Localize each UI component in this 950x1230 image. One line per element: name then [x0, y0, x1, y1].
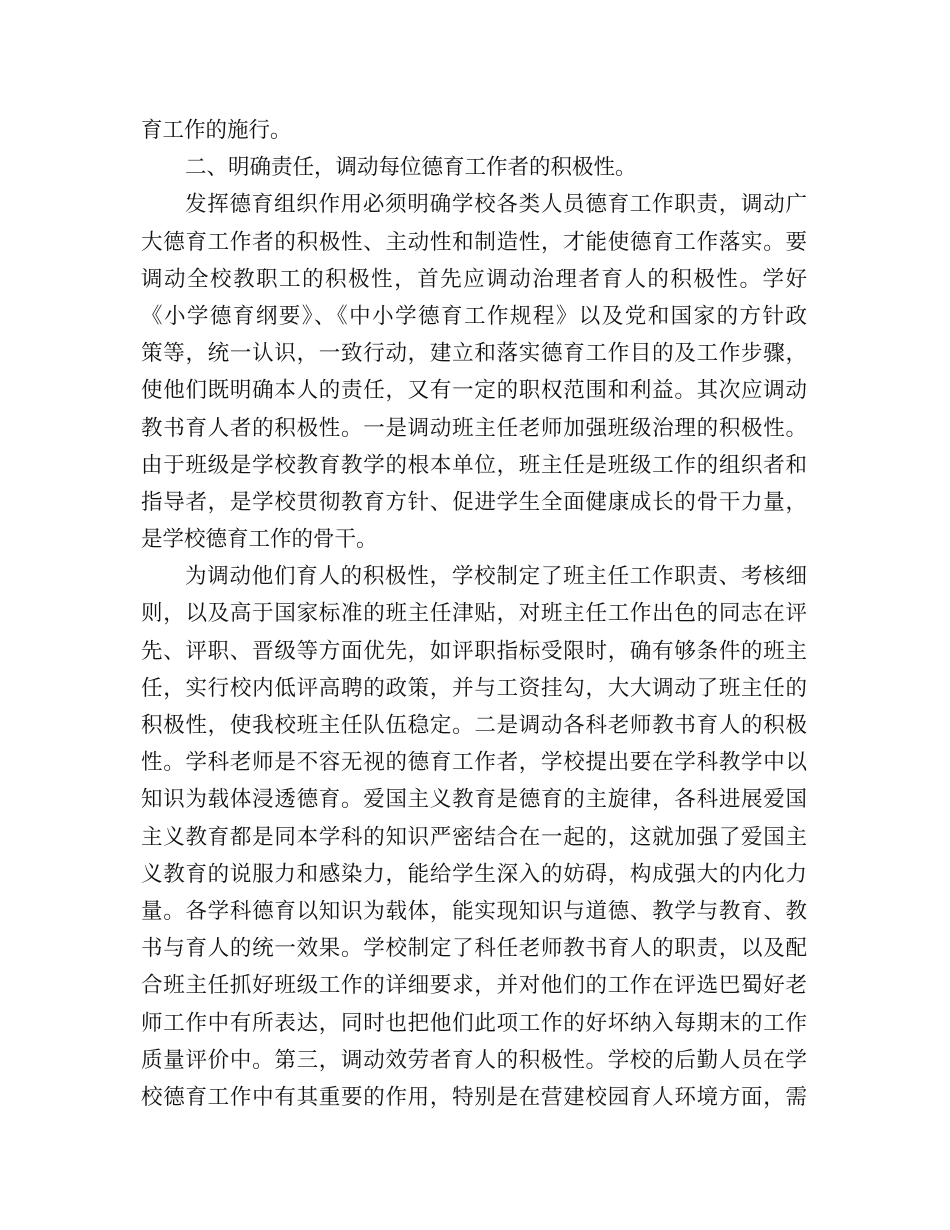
- text-line: 为调动他们育人的积极性，学校制定了班主任工作职责、考核细: [185, 564, 807, 590]
- text-line: 义教育的说服力和感染力，能给学生深入的妨碍，构成强大的内化力: [141, 861, 807, 887]
- text-line: 积极性，使我校班主任队伍稳定。二是调动各科老师教书育人的积极: [141, 713, 807, 738]
- text-line: 量。各学科德育以知识为载体，能实现知识与道德、教学与教育、教: [141, 898, 807, 924]
- text-line: 校德育工作中有其重要的作用，特别是在营建校园育人环境方面，需: [141, 1084, 807, 1110]
- text-line: 使他们既明确本人的责任，又有一定的职权范围和利益。其次应调动: [141, 378, 807, 404]
- text-line: 书与育人的统一效果。学校制定了科任老师教书育人的职责，以及配: [141, 936, 807, 962]
- text-line: 任，实行校内低评高聘的政策，并与工资挂勾，大大调动了班主任的: [141, 675, 807, 701]
- text-line: 先、评职、晋级等方面优先，如评职指标受限时，确有够条件的班主: [141, 638, 807, 664]
- text-line: 则，以及高于国家标准的班主任津贴，对班主任工作出色的同志在评: [141, 601, 807, 627]
- text-line: 二、明确责任，调动每位德育工作者的积极性。: [185, 155, 637, 181]
- text-line: 知识为载体浸透德育。爱国主义教育是德育的主旋律，各科进展爱国: [141, 787, 807, 813]
- text-line: 是学校德育工作的骨干。: [141, 527, 378, 553]
- text-line: 育工作的施行。: [141, 118, 292, 143]
- text-line: 调动全校教职工的积极性，首先应调动治理者育人的积极性。学好: [141, 266, 807, 292]
- text-line: 质量评价中。第三，调动效劳者育人的积极性。学校的后勤人员在学: [141, 1047, 807, 1073]
- text-line: 主义教育都是同本学科的知识严密结合在一起的，这就加强了爱国主: [141, 824, 807, 850]
- text-line: 大德育工作者的积极性、主动性和制造性，才能使德育工作落实。要: [141, 229, 807, 255]
- body-text: [141, 112, 807, 1116]
- text-line: 合班主任抓好班级工作的详细要求，并对他们的工作在评选巴蜀好老: [141, 973, 807, 999]
- text-line: 发挥德育组织作用必须明确学校各类人员德育工作职责，调动广: [185, 192, 807, 218]
- text-line: 策等，统一认识，一致行动，建立和落实德育工作目的及工作步骤，: [141, 341, 807, 367]
- text-line: 性。学科老师是不容无视的德育工作者，学校提出要在学科教学中以: [141, 750, 807, 776]
- text-line: 由于班级是学校教育教学的根本单位，班主任是班级工作的组织者和: [141, 452, 807, 478]
- text-line: 《小学德育纲要》、《中小学德育工作规程》以及党和国家的方针政: [141, 303, 807, 329]
- text-line: 师工作中有所表达，同时也把他们此项工作的好坏纳入每期末的工作: [141, 1010, 807, 1036]
- text-line: 教书育人者的积极性。一是调动班主任老师加强班级治理的积极性。: [141, 415, 807, 441]
- text-line: 指导者，是学校贯彻教育方针、促进学生全面健康成长的骨干力量，: [141, 489, 807, 515]
